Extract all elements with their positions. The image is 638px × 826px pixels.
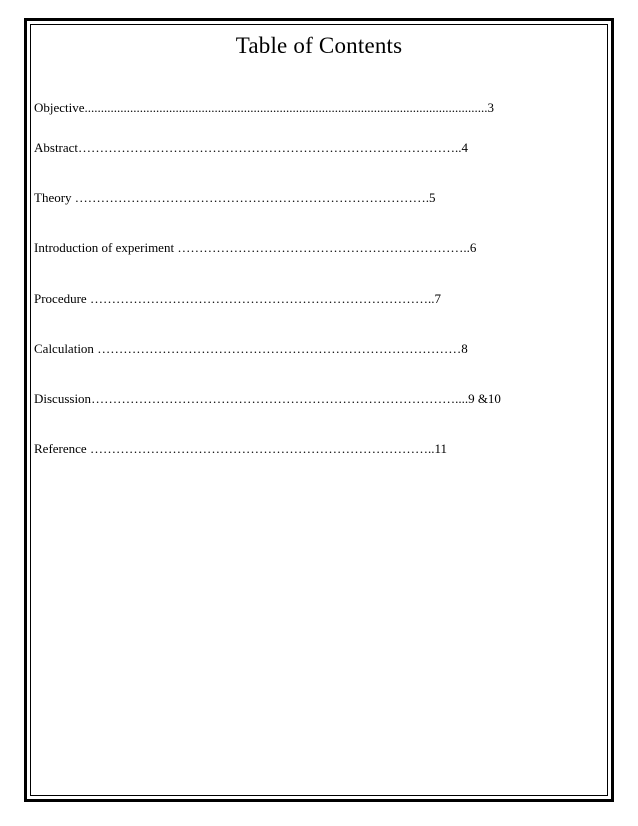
toc-label: Introduction of experiment <box>34 240 178 255</box>
toc-leader: ………………………………………………………………………….... <box>91 391 469 406</box>
toc-leader: …………………………………………………………………….. <box>89 441 435 456</box>
toc-label: Discussion <box>34 391 92 406</box>
toc-page-number: 5 <box>429 190 436 205</box>
toc-label: Objective <box>34 100 85 115</box>
toc-entry-calculation <box>34 341 468 357</box>
toc-page-number: 9 &10 <box>468 391 501 406</box>
toc-label: Abstract <box>34 140 79 155</box>
toc-leader: …………………………………………………………………………….. <box>78 140 462 155</box>
toc-leader: ………………………………………………………………………… <box>97 341 462 356</box>
toc-page-number: 3 <box>487 100 495 115</box>
toc-page-number: 4 <box>461 140 469 155</box>
toc-label: Theory <box>34 190 75 205</box>
toc-entry-abstract <box>34 140 468 156</box>
toc-leader: ………………………………………………………….. <box>177 240 470 255</box>
toc-entry-reference <box>34 441 447 457</box>
toc-page-number: 7 <box>434 291 441 306</box>
toc-entry-objective <box>34 100 494 116</box>
toc-entry-discussion <box>34 391 501 407</box>
toc-page-number: 8 <box>461 341 468 356</box>
page-title: Table of Contents <box>235 33 403 58</box>
toc-page-number: 6 <box>469 240 477 255</box>
toc-leader: ............................................................................................................................ <box>84 100 488 115</box>
toc-label: Procedure <box>34 291 90 306</box>
toc-label: Calculation <box>34 341 98 356</box>
toc-leader: …………………………………………………………………….. <box>89 291 435 306</box>
toc-entry-procedure <box>34 291 441 307</box>
toc-entry-introduction <box>34 240 476 256</box>
toc-page-number: 11 <box>434 441 447 456</box>
toc-entry-theory <box>34 190 436 206</box>
toc-leader: ………………………………………………………………………. <box>74 190 430 205</box>
toc-label: Reference <box>34 441 90 456</box>
